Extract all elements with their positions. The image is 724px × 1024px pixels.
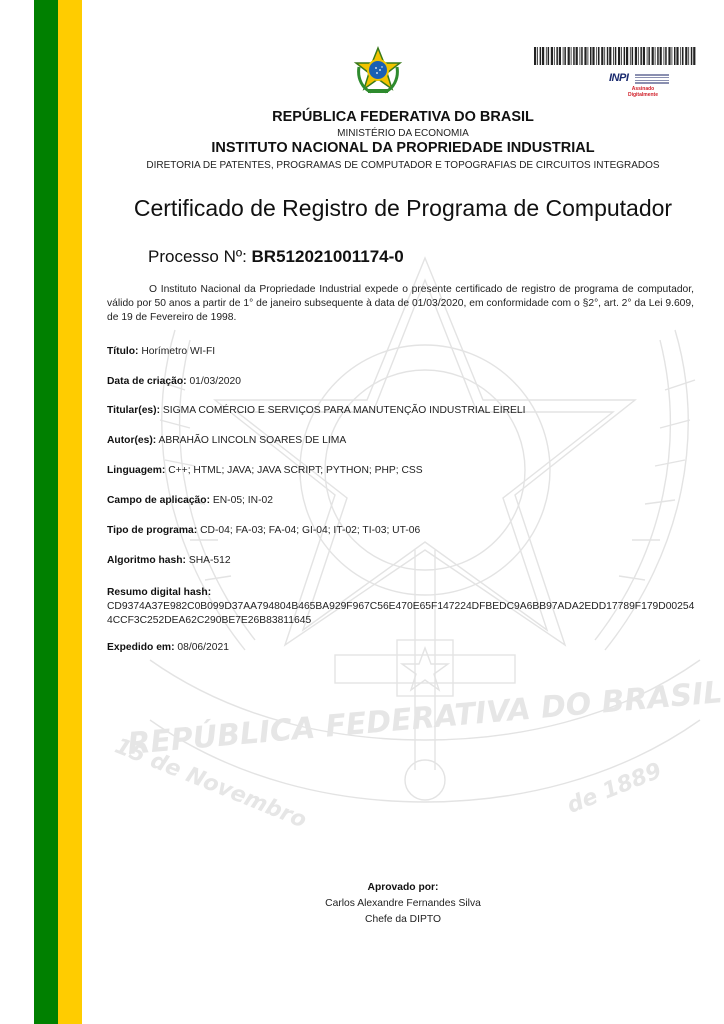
barcode-bar [632,47,634,65]
barcode-bar [592,47,594,65]
header-country: REPÚBLICA FEDERATIVA DO BRASIL [272,109,534,125]
barcode-bar [688,47,689,65]
field-tipo-programa [107,525,420,536]
approval-label: Aprovado por: [367,882,439,893]
inpi-logo-mark: INPI [609,72,629,84]
barcode-bar [685,47,687,65]
barcode-bar [596,47,597,65]
field-value: CD-04; FA-03; FA-04; GI-04; IT-02; TI-03; UT-06 [200,525,421,536]
field-value: EN-05; IN-02 [212,495,273,506]
approver-role: Chefe da DIPTO [365,914,441,925]
barcode-bar [660,47,662,65]
barcode-bar [668,47,670,65]
field-campo-aplicacao [107,495,273,506]
barcode-bar [563,47,564,65]
barcode-bar [576,47,578,65]
field-label: Linguagem: [107,465,166,476]
barcode-bar [655,47,656,65]
field-label: Título: [107,346,139,357]
barcode-bar [638,47,639,65]
barcode-bar [643,47,645,65]
barcode-bar [546,47,547,65]
watermark-ribbon-left: 15 de Novembro [111,733,310,834]
barcode-bar [537,47,538,65]
digital-signature-stamp: Assinado Digitalmente [627,86,658,98]
barcode-bar [680,47,681,65]
barcode-bar [559,47,561,65]
process-label: Processo Nº: [148,247,247,266]
barcode-bar [580,47,581,65]
barcode-bar [604,47,605,65]
barcode-bar [564,47,566,65]
flag-stripe-yellow [58,0,82,1024]
field-autores [107,435,346,446]
field-label: Data de criação: [107,376,187,387]
barcode-bar [607,47,609,65]
barcode-bar [674,47,676,65]
watermark-ribbon-center: REPÚBLICA FEDERATIVA DO BRASIL [125,675,724,762]
barcode-bar [588,47,589,65]
barcode-bar [601,47,603,65]
barcode-bar [626,47,628,65]
barcode-bar [648,47,650,65]
approval-block [82,880,724,928]
barcode-bar [584,47,586,65]
barcode-bar [652,47,654,65]
coat-of-arms-icon [355,47,401,95]
barcode-bar [676,47,678,65]
barcode-bar [624,47,626,65]
barcode-bar [571,47,572,65]
approver-name: Carlos Alexandre Fernandes Silva [325,898,481,909]
field-label: Campo de aplicação: [107,495,210,506]
header-institute: INSTITUTO NACIONAL DA PROPRIEDADE INDUSTRIAL [211,140,595,156]
barcode-bar [548,47,550,65]
barcode-bar [581,47,583,65]
process-number: BR512021001174-0 [251,247,404,266]
field-algoritmo-hash [107,555,231,566]
barcode-bar [554,47,555,65]
field-linguagem [107,465,423,476]
barcode-bar [613,47,614,65]
barcode-bar [590,47,592,65]
barcode-bar [682,47,684,65]
barcode-bar [640,47,642,65]
watermark-sword-star [402,648,448,690]
barcode-bar [693,47,695,65]
barcode-bar [665,47,667,65]
watermark-sword-guard [335,655,515,683]
field-titulares [107,405,525,416]
barcode-bar [615,47,617,65]
field-expedido-em [107,642,229,653]
hash-value: CD9374A37E982C0B099D37AA794804B465BA929F967C56E470E65F147224DFBEDC9A6BB97ADA2EDD17789F179D002544CCF3C252DEA62C290BE7E26B83811645 [107,601,695,626]
watermark-ribbon [150,660,700,802]
barcode-bar [556,47,558,65]
barcode-bar [635,47,637,65]
watermark-sword-center [397,640,453,696]
inpi-logo-subtitle [635,74,669,85]
flag-stripe-green [34,0,58,1024]
field-value: Horímetro WI-FI [141,346,216,357]
barcode-bar [647,47,648,65]
header-ministry: MINISTÉRIO DA ECONOMIA [337,128,469,139]
process-number-line [148,247,404,267]
certificate-title: Certificado de Registro de Programa de Computador [133,195,673,221]
field-label: Autor(es): [107,435,157,446]
barcode-bar [609,47,611,65]
field-value: ABRAHÃO LINCOLN SOARES DE LIMA [158,435,347,446]
barcode-bar [657,47,659,65]
barcode-bar [598,47,600,65]
inpi-logo [609,72,673,106]
barcode-bar [630,47,631,65]
field-label: Algoritmo hash: [107,555,186,566]
field-value: 01/03/2020 [189,376,241,387]
field-label: Tipo de programa: [107,525,198,536]
barcode-bar [540,47,542,65]
header-directorate: DIRETORIA DE PATENTES, PROGRAMAS DE COMPUTADOR E TOPOGRAFIAS DE CIRCUITOS INTEGRADOS [146,160,660,171]
field-titulo [107,346,215,357]
field-data-criacao [107,376,241,387]
barcode-bar [618,47,620,65]
barcode-bar [621,47,622,65]
field-label: Titular(es): [107,405,161,416]
watermark-star-inner [237,280,613,630]
barcode-bar [573,47,575,65]
barcode-bar [691,47,693,65]
hash-label: Resumo digital hash: [107,587,212,598]
hash-block [107,586,707,628]
field-value: SHA-512 [188,555,231,566]
barcode-bar [534,47,536,65]
barcode [534,47,696,65]
field-label: Expedido em: [107,642,175,653]
watermark-ribbon-right: de 1889 [563,758,666,819]
barcode-bar [542,47,544,65]
barcode-bar [672,47,673,65]
barcode-bar [664,47,665,65]
barcode-bar [568,47,570,65]
certificate-intro: O Instituto Nacional da Propriedade Industrial expede o presente certificado de registro de programa de computador, válido por 50 anos a partir de 1° de janeiro subsequente à data de 01/03/2020, em conformidade com o §2°, art. 2° da Lei 9.609, de 19 de Fevereiro de 1998. [107,284,694,323]
field-value: 08/06/2021 [177,642,229,653]
field-value: C++; HTML; JAVA; JAVA SCRIPT; PYTHON; PHP; CSS [168,465,423,476]
field-value: SIGMA COMÉRCIO E SERVIÇOS PARA MANUTENÇÃO INDUSTRIAL EIRELI [162,405,526,416]
barcode-bar [551,47,553,65]
